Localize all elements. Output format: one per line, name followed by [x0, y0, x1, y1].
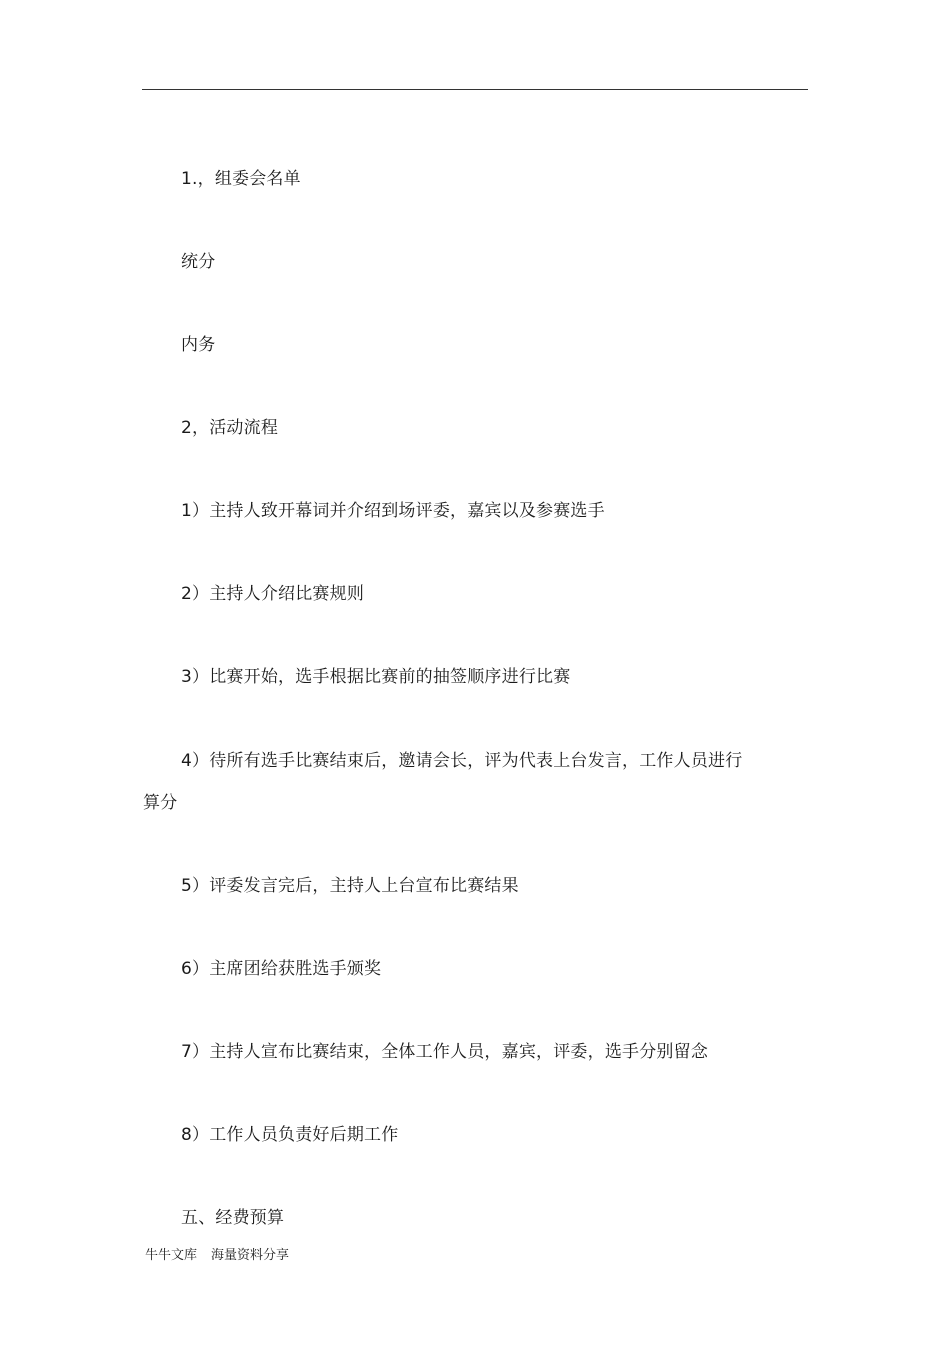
flow-step-1: 1）主持人致开幕词并介绍到场评委，嘉宾以及参赛选手: [181, 501, 605, 521]
flow-step-7: 7）主持人宣布比赛结束，全体工作人员，嘉宾，评委，选手分别留念: [181, 1042, 709, 1062]
flow-step-4-continued: 算分: [143, 793, 178, 813]
committee-list-heading: 1.，组委会名单: [181, 169, 301, 189]
flow-step-6: 6）主席团给获胜选手颁奖: [181, 959, 382, 979]
role-logistics: 内务: [181, 335, 216, 355]
flow-step-5: 5）评委发言完后，主持人上台宣布比赛结果: [181, 876, 519, 896]
header-rule: [142, 89, 808, 90]
activity-flow-heading: 2，活动流程: [181, 418, 279, 438]
footer-slogan: 海量资料分享: [211, 1248, 290, 1263]
budget-heading: 五、经费预算: [181, 1208, 285, 1228]
footer-site-name: 牛牛文库: [145, 1248, 198, 1263]
flow-step-8: 8）工作人员负责好后期工作: [181, 1125, 399, 1145]
flow-step-4: 4）待所有选手比赛结束后，邀请会长，评为代表上台发言，工作人员进行: [181, 751, 743, 771]
page-footer: [145, 1247, 289, 1265]
role-scoring: 统分: [181, 252, 216, 272]
flow-step-2: 2）主持人介绍比赛规则: [181, 584, 365, 604]
flow-step-3: 3）比赛开始，选手根据比赛前的抽签顺序进行比赛: [181, 667, 571, 687]
